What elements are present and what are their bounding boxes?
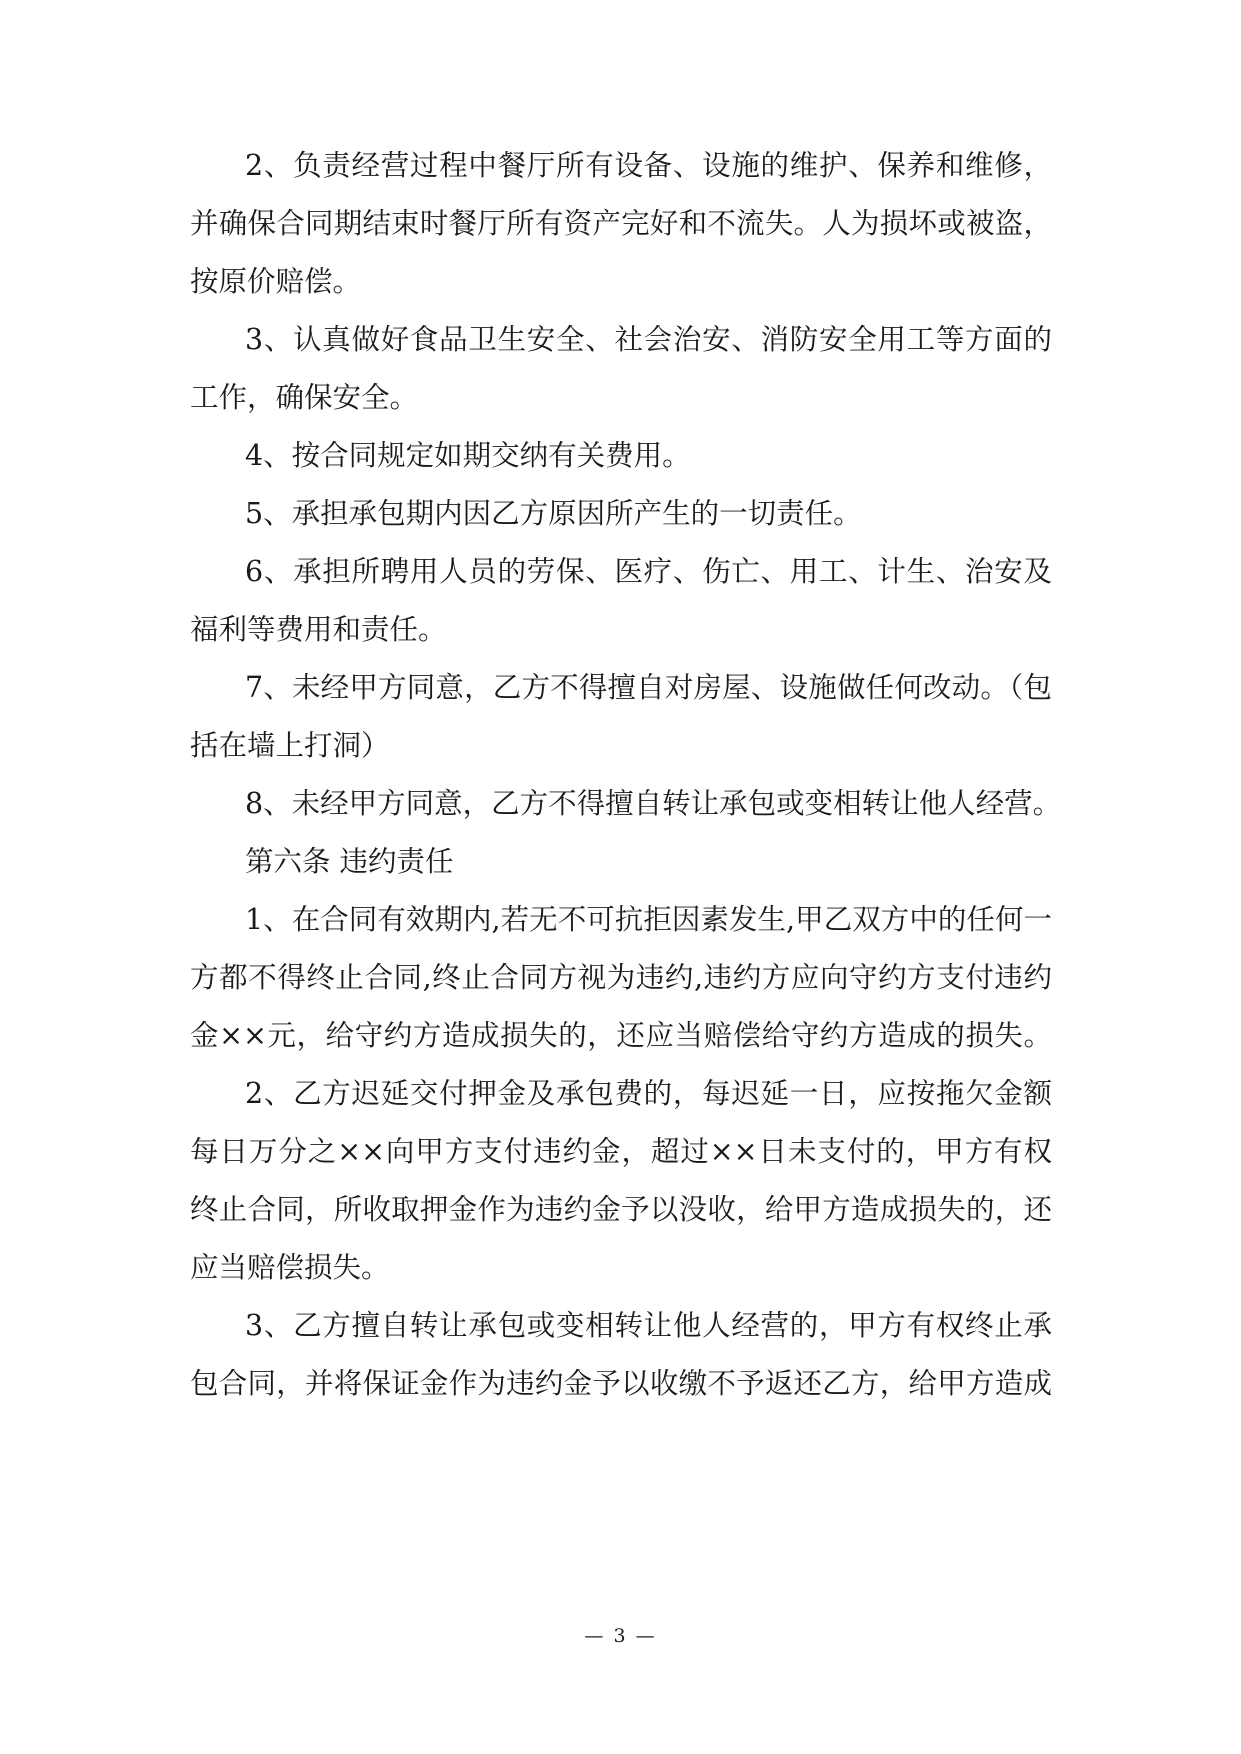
section-heading: 第六条 违约责任 bbox=[245, 845, 454, 878]
text-line-10: 7、未经甲方同意，乙方不得擅自对房屋、设施做任何改动。（包 bbox=[245, 671, 1052, 704]
text-line-4: 3、认真做好食品卫生安全、社会治安、消防安全用工等方面的 bbox=[245, 323, 1052, 356]
text-line-9: 福利等费用和责任。 bbox=[190, 613, 447, 646]
text-line-11: 括在墙上打洞） bbox=[190, 729, 390, 762]
text-line-7: 5、承担承包期内因乙方原因所产生的一切责任。 bbox=[245, 497, 862, 530]
text-line-2: 并确保合同期结束时餐厅所有资产完好和不流失。人为损坏或被盗， bbox=[190, 207, 1052, 240]
page-number: — 3 — bbox=[584, 1625, 657, 1647]
text-line-22: 包合同，并将保证金作为违约金予以收缴不予返还乙方，给甲方造成 bbox=[190, 1367, 1052, 1400]
text-line-8: 6、承担所聘用人员的劳保、医疗、伤亡、用工、计生、治安及 bbox=[245, 555, 1052, 588]
text-line-5: 工作，确保安全。 bbox=[190, 381, 419, 414]
text-line-19: 终止合同，所收取押金作为违约金予以没收，给甲方造成损失的，还 bbox=[190, 1193, 1052, 1226]
text-line-17: 2、乙方迟延交付押金及承包费的，每迟延一日，应按拖欠金额 bbox=[245, 1077, 1052, 1110]
text-line-21: 3、乙方擅自转让承包或变相转让他人经营的，甲方有权终止承 bbox=[245, 1309, 1052, 1342]
text-line-1: 2、负责经营过程中餐厅所有设备、设施的维护、保养和维修， bbox=[245, 149, 1052, 182]
text-line-15: 方都不得终止合同,终止合同方视为违约,违约方应向守约方支付违约 bbox=[190, 961, 1052, 994]
text-line-12: 8、未经甲方同意，乙方不得擅自转让承包或变相转让他人经营。 bbox=[245, 787, 1062, 820]
text-line-14: 1、在合同有效期内,若无不可抗拒因素发生,甲乙双方中的任何一 bbox=[245, 903, 1052, 936]
text-line-3: 按原价赔偿。 bbox=[190, 265, 362, 298]
text-line-20: 应当赔偿损失。 bbox=[190, 1251, 390, 1284]
text-line-18: 每日万分之××向甲方支付违约金，超过××日未支付的，甲方有权 bbox=[190, 1135, 1052, 1168]
text-line-16: 金××元，给守约方造成损失的，还应当赔偿给守约方造成的损失。 bbox=[190, 1019, 1052, 1052]
text-line-6: 4、按合同规定如期交纳有关费用。 bbox=[245, 439, 691, 472]
